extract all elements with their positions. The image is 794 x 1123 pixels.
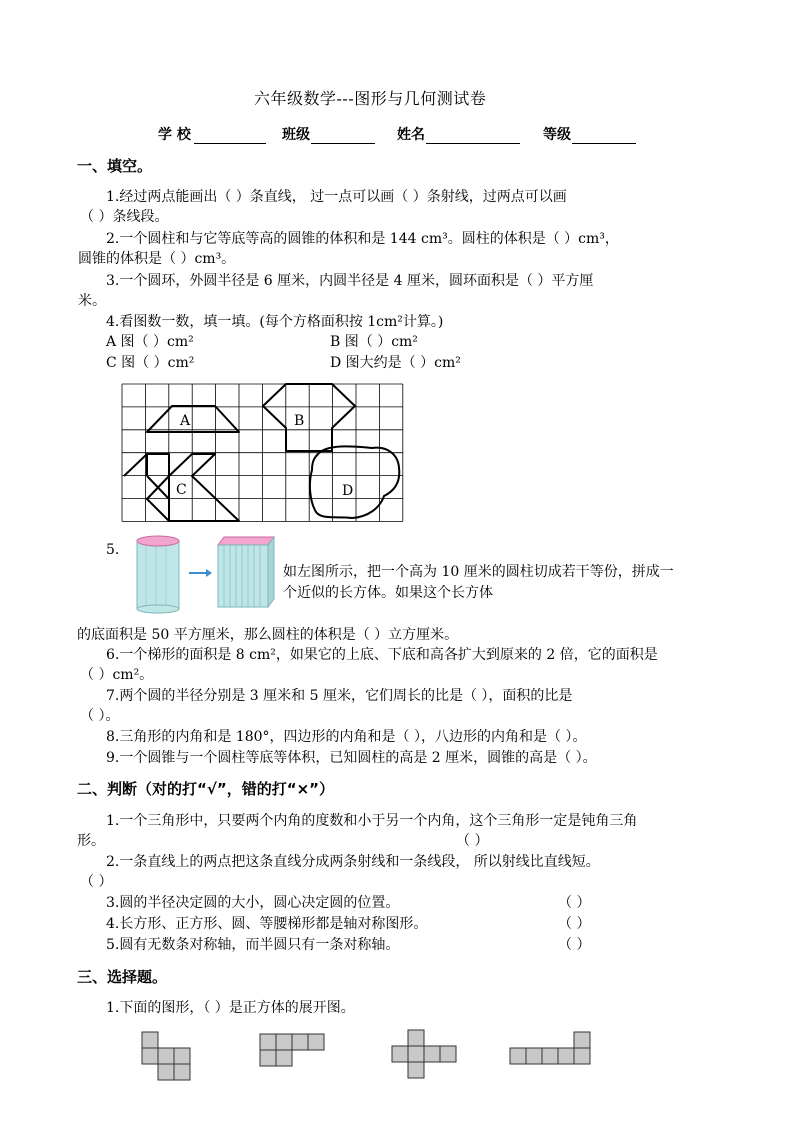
j3: 3.圆的半径决定圆的大小，圆心决定圆的位置。	[106, 895, 400, 911]
class-field[interactable]	[311, 126, 375, 144]
net-square	[174, 1048, 190, 1064]
net-square	[158, 1064, 174, 1080]
label-a: A	[180, 413, 191, 429]
net-square	[408, 1062, 424, 1078]
grade-field[interactable]	[572, 126, 636, 144]
q1-line1: 1.经过两点能画出（ ）条直线， 过一点可以画（ ）条射线，过两点可以画	[106, 189, 567, 205]
cylinder-top	[137, 536, 179, 546]
net-square	[526, 1048, 542, 1064]
page-title: 六年级数学---图形与几何测试卷	[254, 89, 487, 108]
cube-nets	[140, 1028, 600, 1084]
q6-line1: 6.一个梯形的面积是 8 cm²，如果它的上底、下底和高各扩大到原来的 2 倍，它的面积是	[106, 647, 658, 663]
section2-title: 二、判断（对的打“√”，错的打“×”）	[77, 780, 335, 798]
net-square	[542, 1048, 558, 1064]
net-square	[308, 1034, 324, 1050]
shape-c	[147, 454, 239, 521]
j1-answer[interactable]: （ ）	[456, 833, 489, 849]
net-square	[510, 1048, 526, 1064]
cube-net-option-3[interactable]	[392, 1030, 456, 1078]
net-square	[292, 1034, 308, 1050]
net-square	[260, 1034, 276, 1050]
j4: 4.长方形、正方形、圆、等腰梯形都是轴对称图形。	[106, 916, 428, 932]
cube-net-option-1[interactable]	[142, 1032, 190, 1080]
q4-line1: 4.看图数一数，填一填。(每个方格面积按 1cm²计算。)	[106, 314, 444, 330]
q5-number: 5.	[106, 542, 120, 558]
area-grid-figure	[122, 384, 404, 522]
cylinder-to-cuboid-image	[134, 533, 294, 613]
net-square	[276, 1050, 292, 1066]
shape-a	[147, 406, 239, 432]
q4-a: A 图（ ）cm²	[106, 334, 194, 350]
label-b: B	[294, 413, 305, 429]
cuboid-front	[218, 545, 268, 607]
q4-c: C 图（ ）cm²	[106, 355, 195, 371]
j3-answer[interactable]: （ ）	[558, 895, 591, 911]
q5-line2: 个近似的长方体。如果这个长方体	[283, 585, 493, 601]
q5-line1: 如左图所示，把一个高为 10 厘米的圆柱切成若干等份，拼成一	[283, 564, 674, 580]
net-square	[142, 1048, 158, 1064]
c1: 1.下面的图形，（ ）是正方体的展开图。	[106, 1000, 355, 1016]
net-square	[424, 1046, 440, 1062]
net-square	[276, 1034, 292, 1050]
q4-b: B 图（ ）cm²	[330, 334, 418, 350]
name-label: 姓名	[397, 127, 425, 143]
net-square	[392, 1046, 408, 1062]
net-square	[574, 1048, 590, 1064]
grid-lines	[122, 384, 403, 521]
j1-line2: 形。	[77, 833, 105, 849]
net-square	[440, 1046, 456, 1062]
net-square	[574, 1032, 590, 1048]
cylinder-body	[137, 541, 179, 609]
q9: 9.一个圆锥与一个圆柱等底等体积，已知圆柱的高是 2 厘米，圆锥的高是（ ）。	[106, 750, 597, 766]
label-c: C	[176, 482, 187, 498]
net-square	[174, 1064, 190, 1080]
school-label: 学 校	[158, 127, 191, 143]
q3-line1: 3.一个圆环，外圆半径是 6 厘米，内圆半径是 4 厘米，圆环面积是（ ）平方厘	[106, 273, 594, 289]
cube-net-option-2[interactable]	[260, 1034, 324, 1066]
q7-line1: 7.两个圆的半径分别是 3 厘米和 5 厘米，它们周长的比是（ ），面积的比是	[106, 688, 573, 704]
q5-line3: 的底面积是 50 平方厘米，那么圆柱的体积是（ ）立方厘米。	[77, 627, 459, 643]
q8: 8.三角形的内角和是 180°，四边形的内角和是（ ），八边形的内角和是（ ）。	[106, 729, 587, 745]
cuboid-top	[218, 537, 274, 545]
q4-d: D 图大约是（ ）cm²	[330, 355, 461, 371]
q1-line2: （ ）条线段。	[80, 209, 169, 225]
j2-answer[interactable]: （ ）	[80, 874, 113, 890]
j2-line1: 2.一条直线上的两点把这条直线分成两条射线和一条线段， 所以射线比直线短。	[106, 854, 600, 870]
net-square	[142, 1032, 158, 1048]
cube-net-option-4[interactable]	[510, 1032, 590, 1064]
net-square	[558, 1048, 574, 1064]
j1-line1: 1.一个三角形中，只要两个内角的度数和小于另一个内角，这个三角形一定是钝角三角	[106, 813, 638, 829]
net-square	[260, 1050, 276, 1066]
net-square	[158, 1048, 174, 1064]
label-d: D	[342, 483, 354, 499]
section1-title: 一、填空。	[77, 157, 153, 175]
net-square	[408, 1046, 424, 1062]
name-field[interactable]	[426, 126, 520, 144]
q7-line2: （ ）。	[80, 708, 120, 724]
q6-line2: （ ）cm²。	[80, 667, 154, 683]
shape-d	[310, 446, 399, 518]
school-field[interactable]	[194, 126, 266, 144]
section3-title: 三、选择题。	[77, 968, 168, 986]
q2-line1: 2.一个圆柱和与它等底等高的圆锥的体积和是 144 cm³。圆柱的体积是（ ）cm³，	[106, 231, 619, 247]
q2-line2: 圆锥的体积是（ ）cm³。	[78, 251, 236, 267]
j5-answer[interactable]: （ ）	[558, 937, 591, 953]
j4-answer[interactable]: （ ）	[558, 916, 591, 932]
grade-label: 等级	[543, 127, 571, 143]
q3-line2: 米。	[78, 293, 106, 309]
net-square	[408, 1030, 424, 1046]
j5: 5.圆有无数条对称轴，而半圆只有一条对称轴。	[106, 937, 400, 953]
class-label: 班级	[282, 127, 310, 143]
